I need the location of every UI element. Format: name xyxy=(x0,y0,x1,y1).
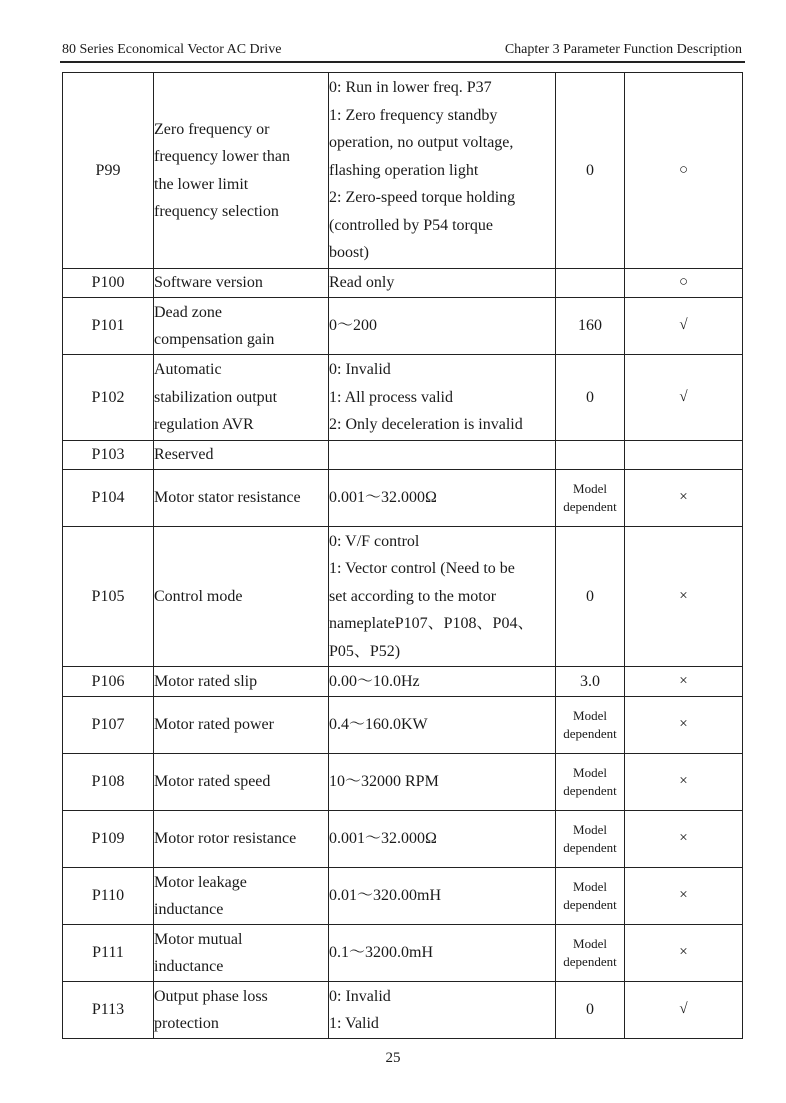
parameter-code: P109 xyxy=(63,811,154,868)
parameter-name-cell xyxy=(154,355,329,441)
parameter-change-mark: × xyxy=(625,667,743,697)
parameter-range-line: flashing operation light xyxy=(329,161,479,179)
parameter-name-cell xyxy=(154,667,329,697)
parameter-name-cell xyxy=(154,925,329,982)
parameter-range-line: 0.001～32.000Ω xyxy=(329,489,437,507)
parameter-range-line: operation, no output voltage, xyxy=(329,134,514,152)
parameter-name-cell xyxy=(154,868,329,925)
parameter-range-cell xyxy=(329,667,556,697)
parameter-row xyxy=(63,355,743,441)
parameter-default-line: Model xyxy=(573,936,607,951)
parameter-change-mark: √ xyxy=(625,982,743,1039)
parameter-range-line: 0.001～32.000Ω xyxy=(329,830,437,848)
parameter-code: P106 xyxy=(63,667,154,697)
parameter-name-cell xyxy=(154,298,329,355)
parameter-name-cell xyxy=(154,527,329,667)
parameter-change-mark: × xyxy=(625,811,743,868)
parameter-range-line: 0～200 xyxy=(329,317,378,335)
parameter-change-mark: × xyxy=(625,925,743,982)
parameter-name-cell xyxy=(154,697,329,754)
parameter-default-line: dependent xyxy=(563,897,617,912)
parameter-default-cell xyxy=(556,868,625,925)
parameter-change-mark: × xyxy=(625,697,743,754)
parameter-range-line: boost) xyxy=(329,244,369,262)
parameter-row xyxy=(63,73,743,269)
header-chapter-title: Chapter 3 Parameter Function Description xyxy=(504,42,742,57)
parameter-name-line: Motor stator resistance xyxy=(154,489,301,507)
parameter-range-cell xyxy=(329,925,556,982)
parameter-name-cell xyxy=(154,811,329,868)
parameter-code: P110 xyxy=(63,868,154,925)
parameter-code: P111 xyxy=(63,925,154,982)
parameter-range-cell xyxy=(329,441,556,470)
parameter-default-line: 0 xyxy=(586,587,594,605)
parameter-range-line: 0.4～160.0KW xyxy=(329,716,428,734)
parameter-default-cell xyxy=(556,527,625,667)
parameter-code: P105 xyxy=(63,527,154,667)
header-document-title: 80 Series Economical Vector AC Drive xyxy=(62,42,282,57)
parameter-default-line: dependent xyxy=(563,499,617,514)
parameter-code: P113 xyxy=(63,982,154,1039)
parameter-name-cell xyxy=(154,754,329,811)
parameter-range-line: 0: Run in lower freq. P37 xyxy=(329,79,492,97)
parameter-change-mark: × xyxy=(625,527,743,667)
parameter-name-line: Motor rated speed xyxy=(154,773,271,791)
parameter-name-line: Output phase loss xyxy=(154,987,268,1005)
parameter-code: P103 xyxy=(63,441,154,470)
parameter-name-cell xyxy=(154,441,329,470)
parameter-default-line: Model xyxy=(573,481,607,496)
parameter-code: P108 xyxy=(63,754,154,811)
parameter-table xyxy=(62,72,743,1039)
parameter-name-cell xyxy=(154,73,329,269)
parameter-name-line: Motor rated power xyxy=(154,716,274,734)
parameter-row xyxy=(63,470,743,527)
parameter-row xyxy=(63,754,743,811)
parameter-default-cell xyxy=(556,811,625,868)
parameter-default-line: 160 xyxy=(578,317,602,335)
parameter-change-mark xyxy=(625,441,743,470)
parameter-default-cell xyxy=(556,667,625,697)
header-rule xyxy=(60,61,745,63)
parameter-default-line: 3.0 xyxy=(580,672,600,690)
parameter-default-line: dependent xyxy=(563,726,617,741)
parameter-range-line: P05、P52) xyxy=(329,642,401,660)
parameter-range-line: Read only xyxy=(329,274,395,292)
parameter-code: P104 xyxy=(63,470,154,527)
parameter-name-line: frequency lower than xyxy=(154,148,290,165)
parameter-range-line: 1: Vector control (Need to be xyxy=(329,560,515,578)
parameter-range-cell xyxy=(329,527,556,667)
parameter-range-cell xyxy=(329,269,556,298)
parameter-row xyxy=(63,868,743,925)
parameter-default-cell xyxy=(556,441,625,470)
parameter-default-line: dependent xyxy=(563,840,617,855)
parameter-range-cell xyxy=(329,697,556,754)
parameter-name-cell xyxy=(154,982,329,1039)
parameter-row xyxy=(63,811,743,868)
parameter-default-cell xyxy=(556,754,625,811)
parameter-name-line: protection xyxy=(154,1015,219,1032)
parameter-table-body xyxy=(63,73,743,1039)
parameter-name-cell xyxy=(154,269,329,298)
parameter-row xyxy=(63,925,743,982)
parameter-row xyxy=(63,982,743,1039)
parameter-range-line: 0: Invalid xyxy=(329,987,391,1005)
parameter-name-line: Motor leakage xyxy=(154,873,247,891)
parameter-default-line: Model xyxy=(573,822,607,837)
parameter-default-line: 0 xyxy=(586,388,594,406)
parameter-change-mark: √ xyxy=(625,298,743,355)
parameter-name-line: Motor mutual xyxy=(154,930,243,948)
parameter-code: P107 xyxy=(63,697,154,754)
parameter-range-line: 10～32000 RPM xyxy=(329,773,439,791)
parameter-name-line: frequency selection xyxy=(154,203,279,220)
parameter-range-cell xyxy=(329,754,556,811)
page-number: 25 xyxy=(385,1050,401,1066)
parameter-change-mark: × xyxy=(625,754,743,811)
parameter-range-line: 0: Invalid xyxy=(329,361,391,379)
parameter-name-line: inductance xyxy=(154,901,224,918)
parameter-name-cell xyxy=(154,470,329,527)
parameter-name-line: Software version xyxy=(154,274,263,292)
parameter-name-line: Reserved xyxy=(154,446,214,464)
parameter-change-mark: ○ xyxy=(625,269,743,298)
parameter-range-line: 0.01～320.00mH xyxy=(329,887,442,905)
parameter-default-cell xyxy=(556,269,625,298)
parameter-row xyxy=(63,667,743,697)
parameter-name-line: Motor rotor resistance xyxy=(154,830,297,848)
parameter-default-cell xyxy=(556,470,625,527)
parameter-name-line: Motor rated slip xyxy=(154,672,258,690)
parameter-range-cell xyxy=(329,470,556,527)
parameter-row xyxy=(63,441,743,470)
parameter-name-line: the lower limit xyxy=(154,175,249,193)
parameter-name-line: compensation gain xyxy=(154,331,275,348)
parameter-change-mark: × xyxy=(625,470,743,527)
parameter-row xyxy=(63,298,743,355)
parameter-default-line: dependent xyxy=(563,954,617,969)
parameter-range-line: 0: V/F control xyxy=(329,532,420,550)
parameter-change-mark: × xyxy=(625,868,743,925)
parameter-range-line: 0.00～10.0Hz xyxy=(329,672,420,690)
parameter-name-line: inductance xyxy=(154,958,224,975)
parameter-range-line: 1: All process valid xyxy=(329,388,453,406)
parameter-default-line: 0 xyxy=(586,1001,594,1019)
parameter-code: P101 xyxy=(63,298,154,355)
parameter-name-line: Control mode xyxy=(154,587,243,605)
parameter-row xyxy=(63,697,743,754)
parameter-name-line: Zero frequency or xyxy=(154,120,270,138)
parameter-row xyxy=(63,269,743,298)
parameter-range-cell xyxy=(329,355,556,441)
parameter-name-line: Dead zone xyxy=(154,303,222,321)
parameter-default-cell xyxy=(556,982,625,1039)
parameter-range-line: 2: Zero-speed torque holding xyxy=(329,189,516,207)
parameter-default-line: Model xyxy=(573,879,607,894)
parameter-default-cell xyxy=(556,697,625,754)
parameter-range-line: 0.1～3200.0mH xyxy=(329,944,434,962)
parameter-range-cell xyxy=(329,811,556,868)
parameter-change-mark: √ xyxy=(625,355,743,441)
parameter-range-line: 1: Zero frequency standby xyxy=(329,106,498,124)
parameter-range-line: 1: Valid xyxy=(329,1015,379,1032)
parameter-range-line: 2: Only deceleration is invalid xyxy=(329,416,523,434)
parameter-default-line: dependent xyxy=(563,783,617,798)
parameter-name-line: regulation AVR xyxy=(154,416,254,434)
parameter-range-cell xyxy=(329,868,556,925)
parameter-default-cell xyxy=(556,355,625,441)
parameter-range-cell xyxy=(329,73,556,269)
parameter-code: P100 xyxy=(63,269,154,298)
parameter-default-cell xyxy=(556,925,625,982)
parameter-range-cell xyxy=(329,298,556,355)
parameter-default-line: Model xyxy=(573,765,607,780)
parameter-code: P99 xyxy=(63,73,154,269)
parameter-range-cell xyxy=(329,982,556,1039)
parameter-default-line: Model xyxy=(573,708,607,723)
parameter-code: P102 xyxy=(63,355,154,441)
parameter-range-line: nameplateP107、P108、P04、 xyxy=(329,615,534,633)
parameter-row xyxy=(63,527,743,667)
parameter-change-mark: ○ xyxy=(625,73,743,269)
parameter-range-line: (controlled by P54 torque xyxy=(329,216,493,234)
parameter-default-cell xyxy=(556,73,625,269)
parameter-name-line: stabilization output xyxy=(154,388,278,406)
parameter-range-line: set according to the motor xyxy=(329,587,497,605)
parameter-default-cell xyxy=(556,298,625,355)
parameter-default-line: 0 xyxy=(586,161,594,179)
page-header xyxy=(60,42,744,62)
parameter-name-line: Automatic xyxy=(154,361,222,379)
